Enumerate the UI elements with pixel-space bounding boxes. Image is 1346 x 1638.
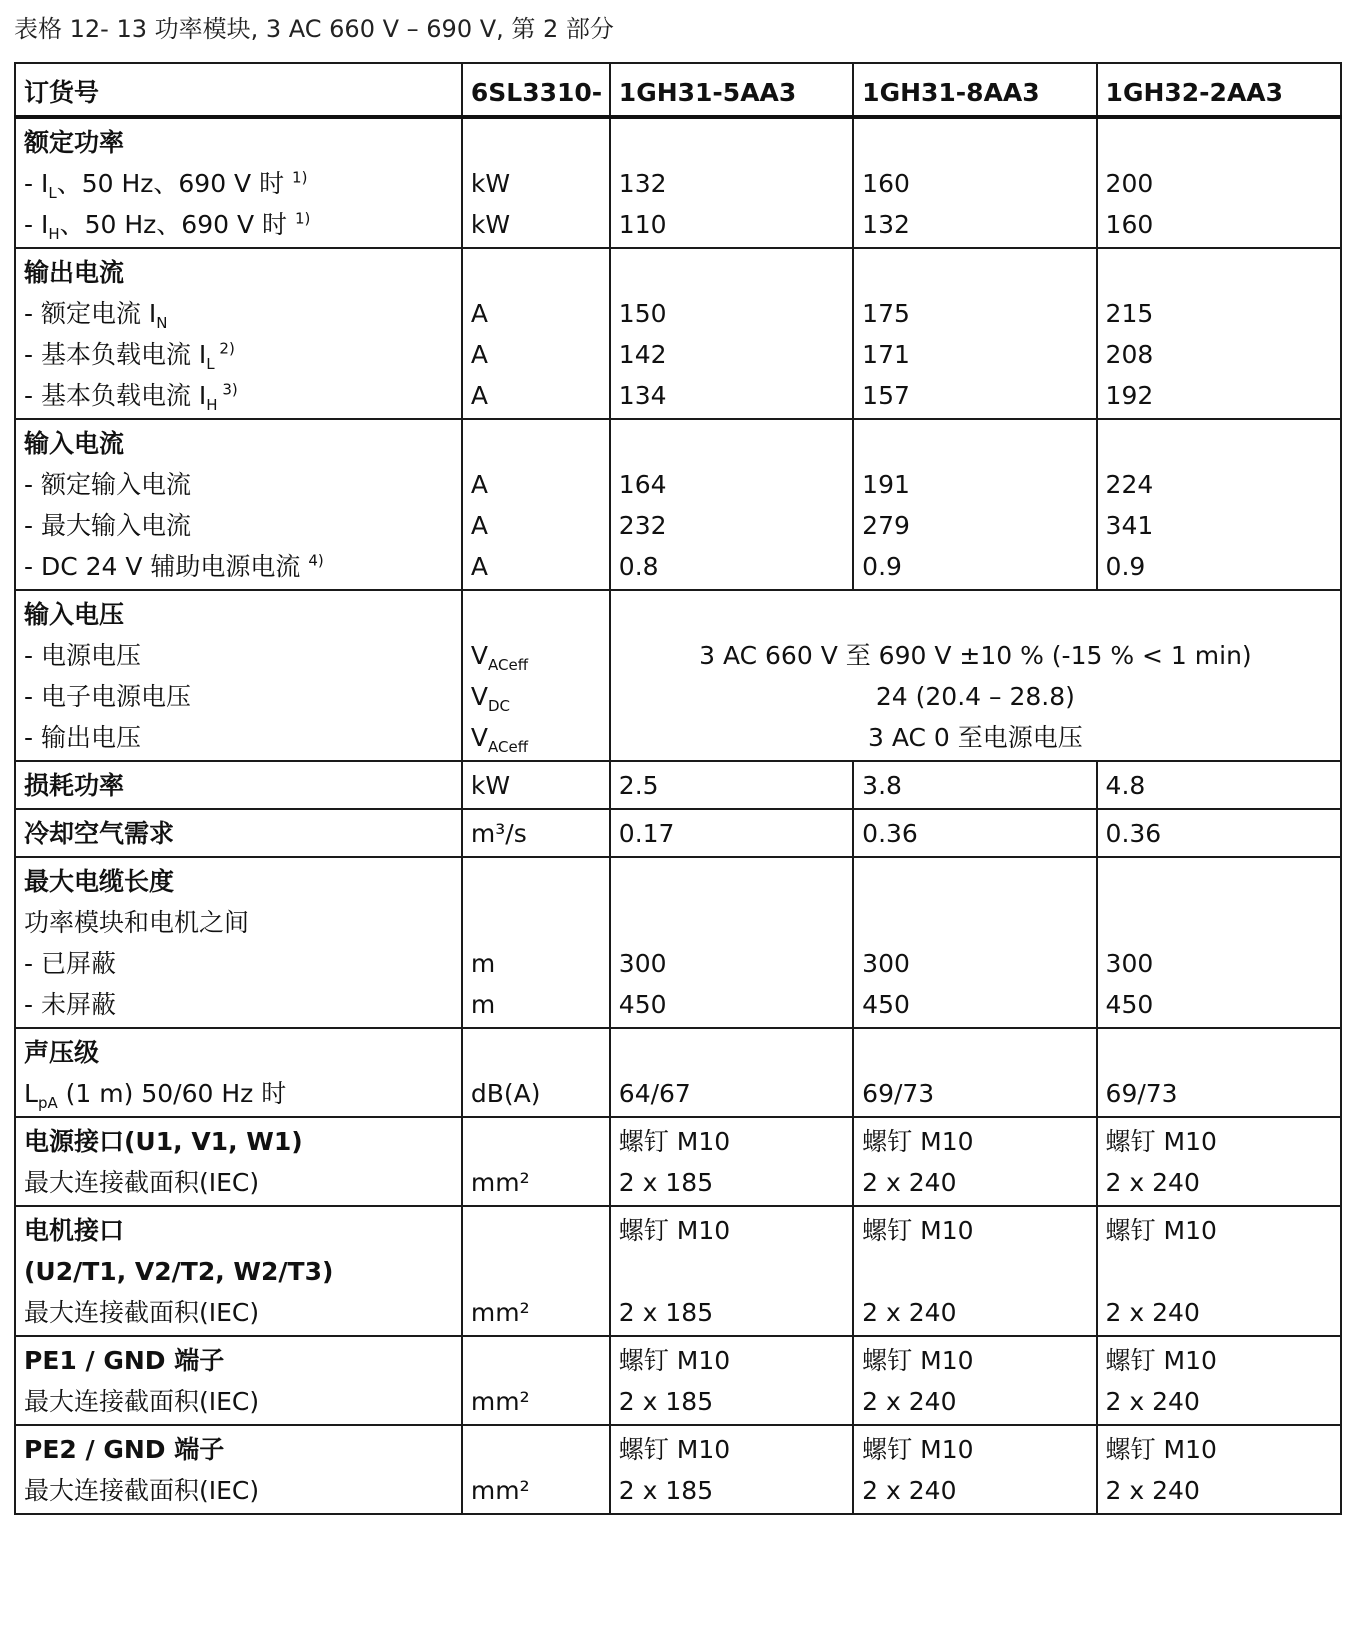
order-number-label: 订货号: [15, 63, 462, 117]
unit-cell: mm²: [462, 1425, 610, 1514]
unit-cell: mm²: [462, 1206, 610, 1336]
value-cell: 螺钉 M10 2 x 185: [610, 1206, 853, 1336]
section-title: 输出电流: [24, 258, 125, 287]
section-title: 电机接口: [24, 1216, 125, 1245]
order-prefix: 6SL3310-: [462, 63, 610, 117]
line-label: - 基本负载电流 $I_H$ $^{3)}$: [24, 380, 238, 414]
line-label: - 基本负载电流 $I_L$ $^{2)}$: [24, 339, 235, 373]
input-voltage-units: $V_{ACeff}$ $V_{DC}$ $V_{ACeff}$: [462, 590, 610, 761]
pe2-terminal-row: [15, 1425, 1341, 1514]
value-cell: 螺钉 M10 2 x 240: [853, 1117, 1096, 1206]
value-cell: 螺钉 M10 2 x 240: [1097, 1117, 1341, 1206]
value-cell: 69/73: [1097, 1028, 1341, 1117]
section-title: PE1 / GND 端子: [24, 1346, 225, 1375]
cable-length-units: m m: [462, 857, 610, 1028]
input-current-row: [15, 419, 1341, 590]
line-label: - 额定电流 $I_N$: [24, 299, 168, 332]
input-voltage-row: [15, 590, 1341, 761]
value-cell: 螺钉 M10 2 x 240: [1097, 1206, 1341, 1336]
line-label: 最大连接截面积(IEC): [24, 1387, 260, 1416]
value-cell: 191 279 0.9: [853, 419, 1096, 590]
section-title: PE2 / GND 端子: [24, 1435, 225, 1464]
section-title: 电源接口(U1, V1, W1): [24, 1127, 303, 1156]
output-current-row: [15, 248, 1341, 419]
output-current-label: [15, 248, 462, 419]
value-cell: 3.8: [853, 761, 1096, 809]
mains-connection-row: [15, 1117, 1341, 1206]
sound-pressure-row: [15, 1028, 1341, 1117]
power-module-spec-table: [14, 62, 1342, 1515]
line-label: - 最大输入电流: [24, 511, 191, 540]
value-cell: 螺钉 M10 2 x 240: [853, 1425, 1096, 1514]
input-current-units: A A A: [462, 419, 610, 590]
model-col-1: 1GH31-5AA3: [610, 63, 853, 117]
value-cell: 300 450: [1097, 857, 1341, 1028]
value-cell: 螺钉 M10 2 x 240: [853, 1206, 1096, 1336]
cable-length-row: [15, 857, 1341, 1028]
power-loss-label: 损耗功率: [15, 761, 462, 809]
line-label: - 未屏蔽: [24, 990, 116, 1019]
value-cell: 64/67: [610, 1028, 853, 1117]
value-cell: 175 171 157: [853, 248, 1096, 419]
value-cell: 螺钉 M10 2 x 240: [853, 1336, 1096, 1425]
line-label: - DC 24 V 辅助电源电流 $^{4)}$: [24, 551, 324, 581]
value-cell: 螺钉 M10 2 x 185: [610, 1117, 853, 1206]
power-loss-row: [15, 761, 1341, 809]
line-label: - $I_H$、50 Hz、690 V 时 $^{1)}$: [24, 209, 311, 243]
unit-cell: m³/s: [462, 809, 610, 857]
value-cell: 132 110: [610, 117, 853, 248]
unit-cell: mm²: [462, 1336, 610, 1425]
section-title: 输入电压: [24, 600, 125, 629]
line-label: - 电子电源电压: [24, 682, 191, 711]
line-label: 功率模块和电机之间: [24, 908, 250, 937]
value-cell: 69/73: [853, 1028, 1096, 1117]
pe1-terminal-label: [15, 1336, 462, 1425]
model-col-3: 1GH32-2AA3: [1097, 63, 1341, 117]
output-current-units: A A A: [462, 248, 610, 419]
unit-cell: kW: [462, 761, 610, 809]
value-cell: 0.36: [853, 809, 1096, 857]
pe2-terminal-label: [15, 1425, 462, 1514]
section-title: 声压级: [24, 1038, 100, 1067]
value-cell: 300 450: [610, 857, 853, 1028]
unit-cell: dB(A): [462, 1028, 610, 1117]
unit-cell: mm²: [462, 1117, 610, 1206]
input-voltage-label: [15, 590, 462, 761]
line-label: - 输出电压: [24, 723, 141, 752]
sound-pressure-label: [15, 1028, 462, 1117]
rated-power-row: [15, 117, 1341, 248]
value-cell: 4.8: [1097, 761, 1341, 809]
mains-connection-label: [15, 1117, 462, 1206]
value-cell: 螺钉 M10 2 x 240: [1097, 1425, 1341, 1514]
section-title: 额定功率: [24, 128, 125, 157]
value-cell: 200 160: [1097, 117, 1341, 248]
value-cell: 螺钉 M10 2 x 240: [1097, 1336, 1341, 1425]
line-label: 最大连接截面积(IEC): [24, 1168, 260, 1197]
value-cell: 0.17: [610, 809, 853, 857]
line-label: - 电源电压: [24, 641, 141, 670]
value-cell: 螺钉 M10 2 x 185: [610, 1425, 853, 1514]
value-cell: 215 208 192: [1097, 248, 1341, 419]
line-label: - 额定输入电流: [24, 470, 191, 499]
model-col-2: 1GH31-8AA3: [853, 63, 1096, 117]
motor-connection-row: [15, 1206, 1341, 1336]
value-cell: 300 450: [853, 857, 1096, 1028]
cable-length-label: [15, 857, 462, 1028]
voltage-merged-cell: 3 AC 660 V 至 690 V ±10 % (-15 % < 1 min) 24 (20.4 – 28.8) 3 AC 0 至电源电压: [610, 590, 1341, 761]
cooling-air-row: [15, 809, 1341, 857]
value-cell: 224 341 0.9: [1097, 419, 1341, 590]
pe1-terminal-row: [15, 1336, 1341, 1425]
section-title: 最大电缆长度: [24, 867, 175, 896]
value-cell: 150 142 134: [610, 248, 853, 419]
line-label: $L_{pA}$ (1 m) 50/60 Hz 时: [24, 1079, 287, 1112]
line-label: - $I_L$、50 Hz、690 V 时 $^{1)}$: [24, 168, 308, 202]
motor-connection-label: [15, 1206, 462, 1336]
section-title-continued: (U2/T1, V2/T2, W2/T3): [24, 1257, 334, 1286]
table-caption: 表格 12- 13 功率模块, 3 AC 660 V – 690 V, 第 2 部分: [14, 15, 614, 43]
value-cell: 0.36: [1097, 809, 1341, 857]
value-cell: 160 132: [853, 117, 1096, 248]
value-cell: 164 232 0.8: [610, 419, 853, 590]
line-label: - 已屏蔽: [24, 949, 116, 978]
line-label: 最大连接截面积(IEC): [24, 1298, 260, 1327]
rated-power-label: [15, 117, 462, 248]
header-row: [15, 63, 1341, 117]
value-cell: 2.5: [610, 761, 853, 809]
cooling-air-label: 冷却空气需求: [15, 809, 462, 857]
value-cell: 螺钉 M10 2 x 185: [610, 1336, 853, 1425]
section-title: 输入电流: [24, 429, 125, 458]
rated-power-units: kW kW: [462, 117, 610, 248]
line-label: 最大连接截面积(IEC): [24, 1476, 260, 1505]
input-current-label: [15, 419, 462, 590]
